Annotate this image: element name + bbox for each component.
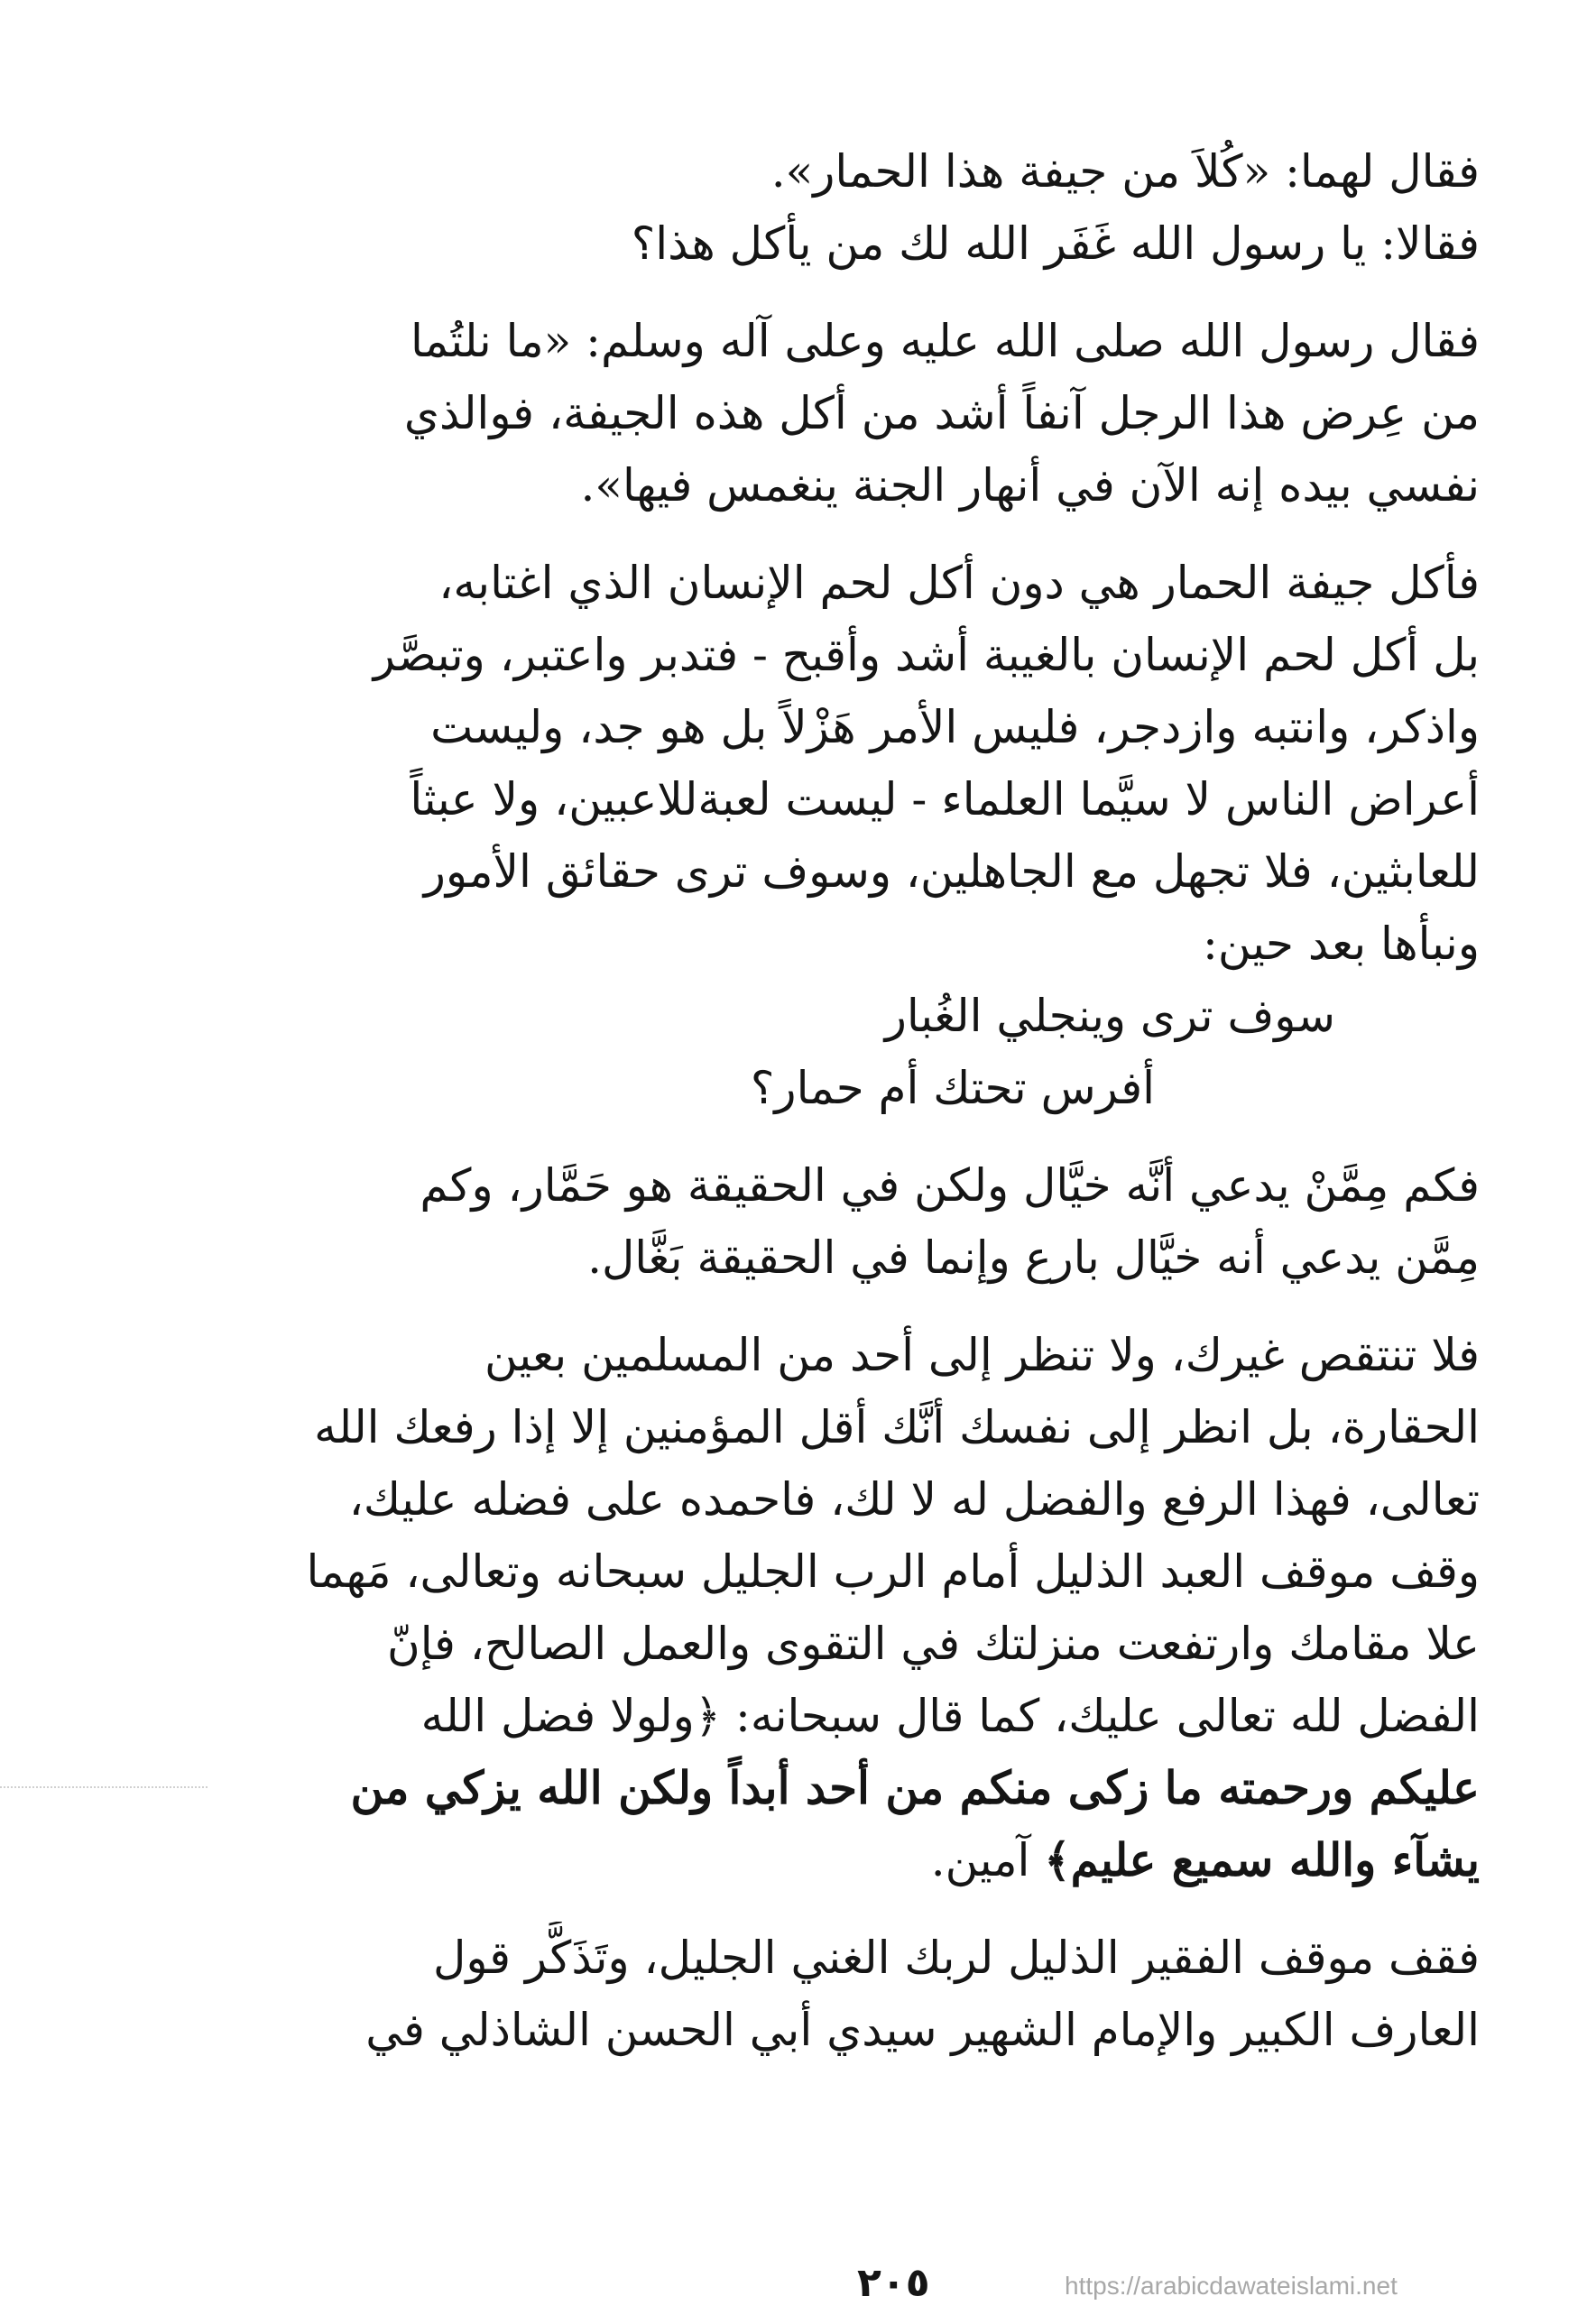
paragraph <box>262 547 1480 980</box>
text-line <box>262 1824 1480 1896</box>
text-line: بل أكل لحم الإنسان بالغيبة أشد وأقبح - فتدبر واعتبر، وتبصَّر <box>373 629 1480 681</box>
paragraph <box>262 305 1480 521</box>
text-line: للعابثين، فلا تجهل مع الجاهلين، وسوف ترى حقائق الأمور <box>423 845 1480 898</box>
page-number: ٢٠٥ <box>857 2260 930 2306</box>
text-line: الحقارة، بل انظر إلى نفسك أنَّك أقل المؤمنين إلا إذا رفعك الله <box>314 1401 1480 1453</box>
text-line: ونبأها بعد حين: <box>1203 918 1480 970</box>
text-line: فقال رسول الله صلى الله عليه وعلى آله وسلم: «ما نلتُما <box>411 315 1480 367</box>
paragraph <box>262 1922 1480 2066</box>
text-line: فكم مِمَّنْ يدعي أنَّه خيَّال ولكن في الحقيقة هو حَمَّار، وكم <box>420 1159 1480 1212</box>
text-line: فلا تنتقص غيرك، ولا تنظر إلى أحد من المسلمين بعين <box>484 1329 1480 1381</box>
scan-artifact-line <box>0 1786 208 1788</box>
page-body <box>262 135 1480 2066</box>
text-line: واذكر، وانتبه وازدجر، فليس الأمر هَزْلاً بل هو جد، وليست <box>430 701 1480 753</box>
text-line: من عِرض هذا الرجل آنفاً أشد من أكل هذه الجيفة، فوالذي <box>403 387 1480 439</box>
text-line: نفسي بيده إنه الآن في أنهار الجنة ينغمس فيها». <box>580 459 1480 512</box>
poem-verse <box>262 980 1480 1124</box>
text-line: فقال لهما: «كُلاَ من جيفة هذا الحمار». <box>770 145 1480 198</box>
amen-text: آمين. <box>930 1834 1045 1886</box>
text-line: أعراض الناس لا سيَّما العلماء - ليست لعبةللاعبين، ولا عبثاً <box>410 773 1480 825</box>
watermark-url: https://arabicdawateislami.net <box>1065 2272 1398 2300</box>
quran-line: عليكم ورحمته ما زكى منكم من أحد أبداً ولكن الله يزكي من <box>350 1761 1480 1814</box>
text-line: فقف موقف الفقير الذليل لربك الغني الجليل، وتَذَكَّر قول <box>432 1932 1480 1984</box>
text-line: الفضل لله تعالى عليك، كما قال سبحانه: ﴿ولولا فضل الله <box>420 1690 1480 1742</box>
text-line: فأكل جيفة الحمار هي دون أكل لحم الإنسان الذي اغتابه، <box>438 557 1480 609</box>
text-line: وقف موقف العبد الذليل أمام الرب الجليل سبحانه وتعالى، مَهما <box>306 1545 1480 1598</box>
paragraph <box>262 135 1480 280</box>
quran-line: يشآء والله سميع عليم﴾ <box>1044 1833 1480 1886</box>
text-line: العارف الكبير والإمام الشهير سيدي أبي الحسن الشاذلي في <box>365 2004 1480 2056</box>
text-line: تعالى، فهذا الرفع والفضل له لا لك، فاحمده على فضله عليك، <box>348 1473 1480 1526</box>
verse-line: سوف ترى وينجلي الغُبار <box>884 990 1335 1042</box>
text-line: مِمَّن يدعي أنه خيَّال بارع وإنما في الحقيقة بَغَّال. <box>587 1231 1480 1284</box>
paragraph <box>262 1319 1480 1896</box>
text-line: فقالا: يا رسول الله غَفَر الله لك من يأكل هذا؟ <box>631 217 1480 270</box>
paragraph <box>262 1149 1480 1294</box>
text-line: علا مقامك وارتفعت منزلتك في التقوى والعمل الصالح، فإنّ <box>386 1618 1480 1670</box>
verse-line: أفرس تحتك أم حمار؟ <box>750 1062 1155 1114</box>
